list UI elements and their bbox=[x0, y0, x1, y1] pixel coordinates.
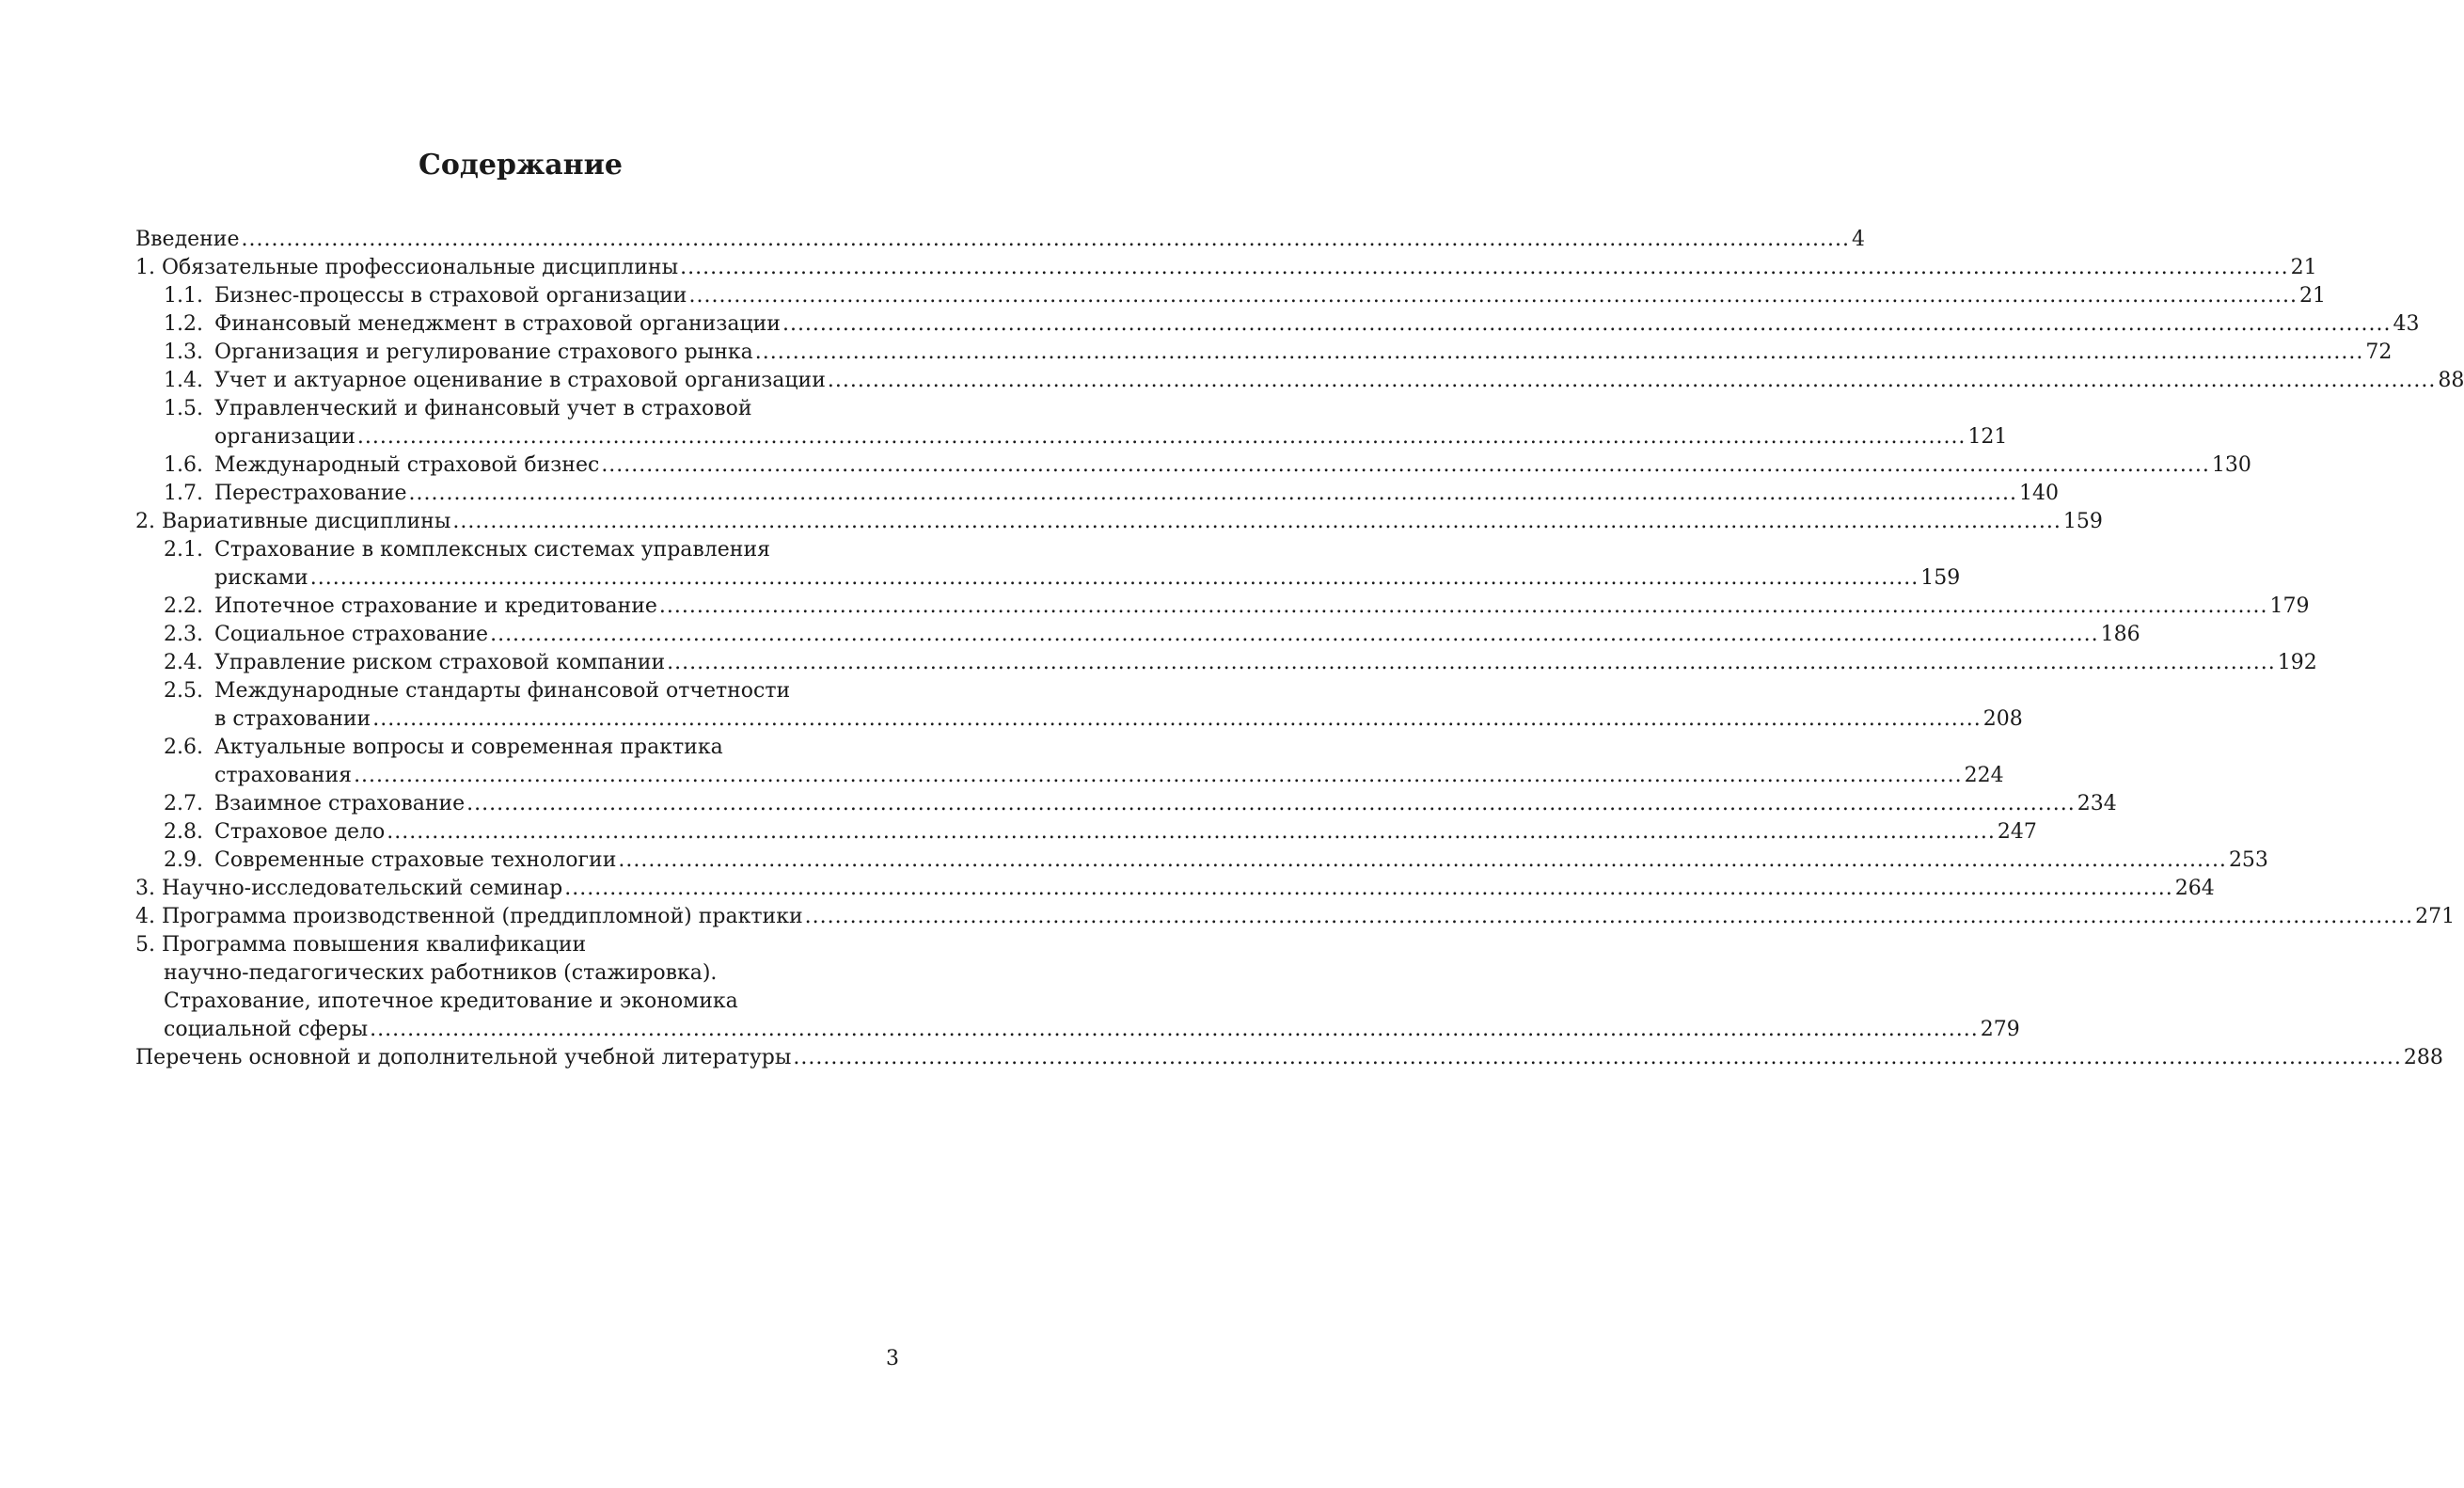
dot-leader: ...................................................................................................................................................................................................................... bbox=[793, 1046, 2402, 1069]
toc-entry-s1-1[interactable] bbox=[135, 282, 2327, 310]
toc-entry-number: 1.5. bbox=[164, 397, 203, 420]
toc-entry-s2-7[interactable] bbox=[135, 790, 2117, 818]
toc-entry-refs[interactable] bbox=[135, 1044, 2443, 1072]
toc-entry-page: 43 bbox=[2393, 312, 2420, 336]
toc-entry-number: 2.8. bbox=[164, 820, 203, 844]
dot-leader: ...................................................................................................................................................................................................................... bbox=[309, 566, 1919, 590]
toc-entry-s2-5-line-2[interactable] bbox=[135, 705, 2023, 734]
dot-leader: ...................................................................................................................................................................................................................... bbox=[354, 764, 1963, 787]
toc-entry-label bbox=[164, 282, 687, 310]
toc-entry-label bbox=[135, 1044, 791, 1072]
toc-entry-number: 1.6. bbox=[164, 453, 203, 477]
toc-entry-text: рисками bbox=[214, 566, 308, 590]
toc-entry-label bbox=[164, 649, 665, 677]
toc-entry-s4[interactable] bbox=[135, 903, 2456, 931]
dot-leader: ...................................................................................................................................................................................................................... bbox=[452, 510, 2061, 533]
toc-entry-s1-5-line-2[interactable] bbox=[135, 423, 2008, 451]
toc-entry-s1-5[interactable] bbox=[135, 395, 899, 423]
toc-entry-s2-1[interactable] bbox=[135, 536, 899, 564]
toc-entry-label bbox=[164, 734, 723, 762]
toc-entry-page: 88 bbox=[2438, 369, 2464, 392]
toc-entry-text: 4. Программа производственной (преддипломной) практики bbox=[135, 905, 803, 928]
dot-leader: ...................................................................................................................................................................................................................... bbox=[601, 453, 2210, 477]
toc-entry-s1-3[interactable] bbox=[135, 339, 2393, 367]
toc-entry-number: 2.5. bbox=[164, 679, 203, 703]
toc-entry-label bbox=[164, 677, 790, 705]
toc-entry-label bbox=[214, 423, 355, 451]
toc-entry-text: 1. Обязательные профессиональные дисциплины bbox=[135, 256, 679, 279]
toc-entry-number: 2.7. bbox=[164, 792, 203, 815]
toc-entry-page: 186 bbox=[2100, 623, 2140, 646]
toc-entry-intro[interactable] bbox=[135, 226, 1866, 254]
toc-entry-s2-1-line-2[interactable] bbox=[135, 564, 1961, 593]
toc-entry-label bbox=[164, 988, 738, 1016]
toc-entry-label bbox=[135, 508, 450, 536]
dot-leader: ...................................................................................................................................................................................................................... bbox=[564, 877, 2173, 900]
dot-leader: ...................................................................................................................................................................................................................... bbox=[241, 228, 1851, 251]
toc-entry-label bbox=[135, 903, 803, 931]
toc-entry-s2[interactable] bbox=[135, 508, 2103, 536]
toc-entry-page: 4 bbox=[1852, 228, 1866, 251]
toc-entry-number: 2.9. bbox=[164, 848, 203, 872]
toc-entry-text: Актуальные вопросы и современная практика bbox=[214, 736, 723, 759]
dot-leader: ...................................................................................................................................................................................................................... bbox=[356, 425, 1966, 449]
toc-entry-number: 2.6. bbox=[164, 736, 203, 759]
toc-entry-text: 2. Вариативные дисциплины bbox=[135, 510, 451, 533]
toc-entry-number: 1.1. bbox=[164, 284, 203, 308]
dot-leader: ...................................................................................................................................................................................................................... bbox=[804, 905, 2414, 928]
toc-entry-label bbox=[164, 310, 781, 339]
toc-entry-text: Международный страховой бизнес bbox=[214, 453, 600, 477]
dot-leader: ...................................................................................................................................................................................................................... bbox=[658, 594, 2268, 618]
toc-entry-text: Управленческий и финансовый учет в страховой bbox=[214, 397, 752, 420]
toc-entry-text: Страховое дело bbox=[214, 820, 386, 844]
toc-entry-text: организации bbox=[214, 425, 355, 449]
toc-entry-label bbox=[135, 254, 678, 282]
toc-entry-number: 2.1. bbox=[164, 538, 203, 562]
toc-entry-label bbox=[164, 847, 616, 875]
dot-leader: ...................................................................................................................................................................................................................... bbox=[408, 482, 2018, 505]
toc-entry-text: Финансовый менеджмент в страховой организации bbox=[214, 312, 781, 336]
toc-entry-label bbox=[164, 480, 407, 508]
toc-entry-s5[interactable] bbox=[135, 931, 899, 959]
toc-entry-page: 121 bbox=[1967, 425, 2008, 449]
toc-entry-page: 253 bbox=[2228, 848, 2268, 872]
toc-entry-s1-2[interactable] bbox=[135, 310, 2420, 339]
toc-entry-text: Перечень основной и дополнительной учебной литературы bbox=[135, 1046, 792, 1069]
toc-entry-page: 264 bbox=[2174, 877, 2215, 900]
toc-entry-label bbox=[164, 818, 385, 847]
toc-entry-text: социальной сферы bbox=[164, 1018, 369, 1041]
toc-entry-s2-6[interactable] bbox=[135, 734, 899, 762]
toc-entry-s2-6-line-2[interactable] bbox=[135, 762, 2004, 790]
toc-entry-text: Ипотечное страхование и кредитование bbox=[214, 594, 657, 618]
toc-entry-page: 159 bbox=[2062, 510, 2103, 533]
toc-entry-text: страхования bbox=[214, 764, 353, 787]
toc-entry-label bbox=[164, 395, 752, 423]
toc-entry-number: 2.3. bbox=[164, 623, 203, 646]
toc-entry-text: Введение bbox=[135, 228, 240, 251]
toc-entry-page: 247 bbox=[1997, 820, 2037, 844]
dot-leader: ...................................................................................................................................................................................................................... bbox=[618, 848, 2227, 872]
toc-entry-s5-line-3[interactable] bbox=[135, 988, 899, 1016]
toc-entry-number: 1.7. bbox=[164, 482, 203, 505]
toc-entry-text: Международные стандарты финансовой отчетности bbox=[214, 679, 791, 703]
toc-entry-label bbox=[135, 931, 586, 959]
toc-entry-number: 2.2. bbox=[164, 594, 203, 618]
dot-leader: ...................................................................................................................................................................................................................... bbox=[754, 340, 2364, 364]
toc-entry-number: 1.3. bbox=[164, 340, 203, 364]
toc-entry-label bbox=[164, 367, 826, 395]
dot-leader: ...................................................................................................................................................................................................................... bbox=[688, 284, 2298, 308]
toc-entry-page: 192 bbox=[2277, 651, 2317, 674]
dot-leader: ...................................................................................................................................................................................................................... bbox=[370, 1018, 1979, 1041]
toc-entry-text: научно-педагогических работников (стажировка). bbox=[164, 961, 718, 985]
toc-entry-page: 208 bbox=[1982, 707, 2023, 731]
toc-entry-text: в страховании bbox=[214, 707, 371, 731]
dot-leader: ...................................................................................................................................................................................................................... bbox=[667, 651, 2276, 674]
toc-entry-text: Перестрахование bbox=[214, 482, 407, 505]
toc-entry-page: 271 bbox=[2415, 905, 2456, 928]
dot-leader: ...................................................................................................................................................................................................................... bbox=[782, 312, 2392, 336]
toc-entry-s2-4[interactable] bbox=[135, 649, 2317, 677]
dot-leader: ...................................................................................................................................................................................................................... bbox=[827, 369, 2437, 392]
toc-entry-text: Бизнес-процессы в страховой организации bbox=[214, 284, 687, 308]
toc-entry-label bbox=[214, 705, 371, 734]
toc-entry-label bbox=[164, 1016, 368, 1044]
toc-entry-label bbox=[164, 593, 657, 621]
page-title: Содержание bbox=[419, 149, 623, 182]
toc-entry-text: Учет и актуарное оценивание в страховой организации bbox=[214, 369, 826, 392]
toc-entry-page: 179 bbox=[2269, 594, 2310, 618]
toc-entry-text: Организация и регулирование страхового рынка bbox=[214, 340, 753, 364]
toc-entry-page: 159 bbox=[1920, 566, 1961, 590]
dot-leader: ...................................................................................................................................................................................................................... bbox=[680, 256, 2289, 279]
toc-entry-s1[interactable] bbox=[135, 254, 2317, 282]
toc-entry-text: Современные страховые технологии bbox=[214, 848, 617, 872]
toc-entry-page: 288 bbox=[2403, 1046, 2443, 1069]
toc-entry-label bbox=[135, 226, 239, 254]
toc-entry-page: 224 bbox=[1964, 764, 2004, 787]
toc-entry-label bbox=[164, 339, 753, 367]
toc-entry-text: Социальное страхование bbox=[214, 623, 489, 646]
table-of-contents bbox=[135, 226, 2464, 1072]
dot-leader: ...................................................................................................................................................................................................................... bbox=[372, 707, 1982, 731]
toc-entry-s2-8[interactable] bbox=[135, 818, 2037, 847]
dot-leader: ...................................................................................................................................................................................................................... bbox=[387, 820, 1996, 844]
dot-leader: ...................................................................................................................................................................................................................... bbox=[466, 792, 2076, 815]
toc-entry-label bbox=[164, 451, 599, 480]
toc-entry-text: 3. Научно-исследовательский семинар bbox=[135, 877, 563, 900]
toc-entry-label bbox=[164, 621, 488, 649]
toc-entry-page: 130 bbox=[2211, 453, 2251, 477]
toc-entry-number: 2.4. bbox=[164, 651, 203, 674]
toc-entry-page: 21 bbox=[2290, 256, 2317, 279]
toc-entry-label bbox=[164, 536, 770, 564]
toc-entry-s1-4[interactable] bbox=[135, 367, 2464, 395]
toc-entry-s3[interactable] bbox=[135, 875, 2215, 903]
toc-entry-s2-9[interactable] bbox=[135, 847, 2268, 875]
toc-entry-s1-7[interactable] bbox=[135, 480, 2060, 508]
toc-entry-number: 1.2. bbox=[164, 312, 203, 336]
toc-entry-label bbox=[214, 762, 352, 790]
toc-entry-page: 234 bbox=[2077, 792, 2117, 815]
toc-entry-text: Страхование в комплексных системах управления bbox=[214, 538, 771, 562]
page-number: 3 bbox=[886, 1347, 899, 1370]
toc-entry-page: 140 bbox=[2019, 482, 2060, 505]
toc-entry-page: 72 bbox=[2365, 340, 2393, 364]
toc-entry-number: 1.4. bbox=[164, 369, 203, 392]
toc-entry-text: Управление риском страховой компании bbox=[214, 651, 666, 674]
dot-leader: ...................................................................................................................................................................................................................... bbox=[490, 623, 2099, 646]
toc-entry-s1-6[interactable] bbox=[135, 451, 2251, 480]
toc-entry-s2-3[interactable] bbox=[135, 621, 2140, 649]
toc-entry-s5-line-2[interactable] bbox=[135, 959, 899, 988]
toc-entry-label bbox=[164, 790, 465, 818]
toc-entry-page: 279 bbox=[1980, 1018, 2020, 1041]
toc-entry-text: 5. Программа повышения квалификации bbox=[135, 933, 587, 957]
toc-entry-s5-line-4[interactable] bbox=[135, 1016, 2020, 1044]
toc-entry-s2-2[interactable] bbox=[135, 593, 2310, 621]
toc-entry-label bbox=[135, 875, 562, 903]
toc-entry-text: Взаимное страхование bbox=[214, 792, 466, 815]
toc-entry-text: Страхование, ипотечное кредитование и экономика bbox=[164, 989, 738, 1013]
toc-entry-s2-5[interactable] bbox=[135, 677, 899, 705]
toc-entry-label bbox=[164, 959, 717, 988]
toc-entry-page: 21 bbox=[2299, 284, 2327, 308]
toc-entry-label bbox=[214, 564, 308, 593]
